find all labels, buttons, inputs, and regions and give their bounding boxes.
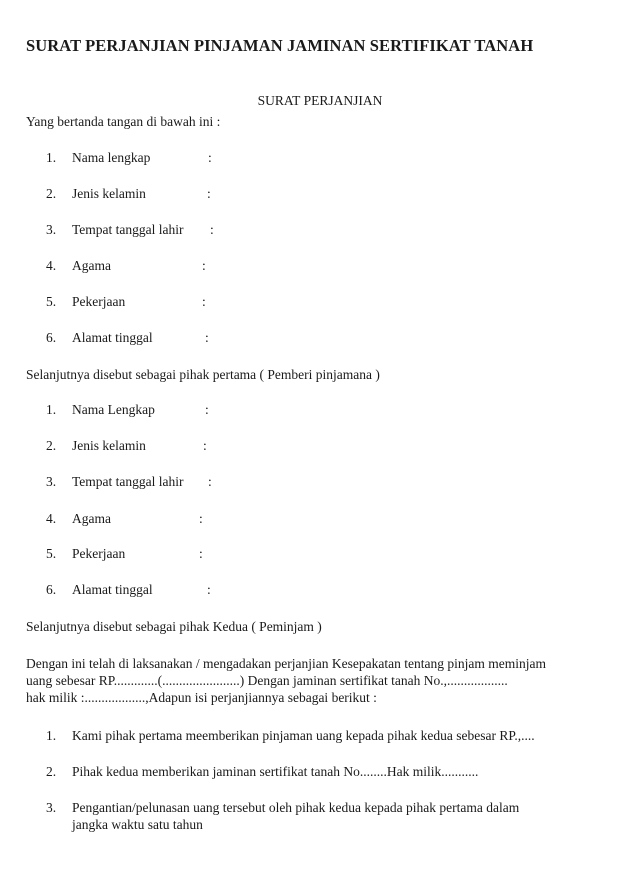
field-colon: : — [208, 150, 212, 165]
field-number: 1. — [46, 150, 57, 165]
field-label: Jenis kelamin — [72, 186, 146, 201]
field-number: 5. — [46, 546, 57, 561]
field-number: 3. — [46, 222, 57, 237]
field-label: Nama Lengkap — [72, 402, 155, 417]
field-label: Agama — [72, 258, 111, 273]
field-colon: : — [207, 582, 211, 597]
field-number: 5. — [46, 294, 57, 309]
field-label: Alamat tinggal — [72, 330, 153, 345]
field-colon: : — [207, 186, 211, 201]
agreement-line: hak milik :..................,Adapun isi perjanjiannya sebagai berikut : — [26, 690, 377, 705]
field-colon: : — [202, 294, 206, 309]
field-label: Agama — [72, 511, 111, 526]
field-label: Pekerjaan — [72, 294, 126, 309]
field-number: 3. — [46, 474, 57, 489]
field-number: 2. — [46, 186, 57, 201]
clause-text: Kami pihak pertama meemberikan pinjaman uang kepada pihak kedua sebesar RP.,.... — [72, 728, 535, 743]
document-title: SURAT PERJANJIAN PINJAMAN JAMINAN SERTIFIKAT TANAH — [26, 36, 534, 55]
field-colon: : — [210, 222, 214, 237]
field-label: Tempat tanggal lahir — [72, 222, 184, 237]
field-colon: : — [205, 402, 209, 417]
intro-text: Yang bertanda tangan di bawah ini : — [26, 114, 221, 129]
field-number: 4. — [46, 258, 57, 273]
field-label: Nama lengkap — [72, 150, 151, 165]
agreement-line: uang sebesar RP.............(.......................) Dengan jaminan sertifikat tanah No.,.................. — [26, 673, 508, 688]
field-label: Tempat tanggal lahir — [72, 474, 184, 489]
clause-text: Pihak kedua memberikan jaminan sertifikat tanah No........Hak milik........... — [72, 764, 479, 779]
party2-designation: Selanjutnya disebut sebagai pihak Kedua ( Peminjam ) — [26, 619, 322, 634]
document-subtitle: SURAT PERJANJIAN — [257, 93, 383, 108]
clause-number: 3. — [46, 800, 57, 815]
field-number: 2. — [46, 438, 57, 453]
field-label: Alamat tinggal — [72, 582, 153, 597]
field-colon: : — [199, 511, 203, 526]
clause-number: 1. — [46, 728, 57, 743]
agreement-line: Dengan ini telah di laksanakan / mengadakan perjanjian Kesepakatan tentang pinjam meminjam — [26, 656, 546, 671]
field-number: 4. — [46, 511, 57, 526]
field-number: 1. — [46, 402, 57, 417]
field-colon: : — [208, 474, 212, 489]
field-number: 6. — [46, 330, 57, 345]
field-colon: : — [199, 546, 203, 561]
clause-text: Pengantian/pelunasan uang tersebut oleh pihak kedua kepada pihak pertama dalam — [72, 800, 520, 815]
field-number: 6. — [46, 582, 57, 597]
field-label: Jenis kelamin — [72, 438, 146, 453]
clause-text-continued: jangka waktu satu tahun — [72, 817, 203, 832]
field-colon: : — [205, 330, 209, 345]
field-colon: : — [202, 258, 206, 273]
clause-number: 2. — [46, 764, 57, 779]
party1-designation: Selanjutnya disebut sebagai pihak pertama ( Pemberi pinjamana ) — [26, 367, 380, 382]
field-label: Pekerjaan — [72, 546, 126, 561]
field-colon: : — [203, 438, 207, 453]
